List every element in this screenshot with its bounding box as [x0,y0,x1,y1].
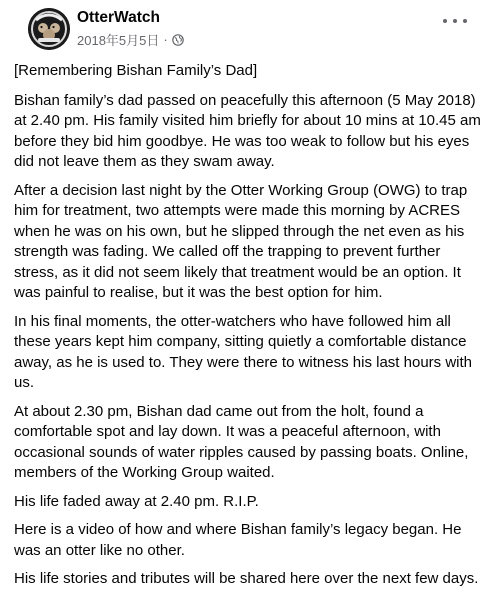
post-paragraph: His life faded away at 2.40 pm. R.I.P. [14,492,259,510]
page-name-link[interactable]: OtterWatch [77,9,160,26]
dot-icon [463,19,467,23]
dot-icon [443,19,447,23]
dot-icon [453,19,457,23]
more-options-icon[interactable] [443,12,467,30]
post-header [14,0,483,58]
post-paragraph: His life stories and tributes will be shared here over the next few days. [14,570,479,587]
post-paragraph: Here is a video of how and where Bishan family’s legacy began. He was an otter like no other. [14,521,462,559]
post-paragraph: Bishan family’s dad passed on peacefully this afternoon (5 May 2018) at 2.40 pm. His family visited him briefly for about 10 mins at 10.45 am before they bid him goodbye. He was too weak to follow but his eyes did not leave them as they swam away. [14,91,481,170]
globe-icon [172,34,184,46]
post-title: [Remembering Bishan Family’s Dad] [14,62,258,79]
post-paragraph: In his final moments, the otter-watchers who have followed him all these years kept him company, sitting quietly a comfortable distance away, as he is used to. They were there to witness his last hours with us. [14,312,472,391]
post-meta [77,30,184,49]
post-paragraph: After a decision last night by the Otter Working Group (OWG) to trap him for treatment, two attempts were made this morning by ACRES when he was on his own, but he slipped through the net even as his strength was fading. We called off the trapping to prevent further stress, as it did not seem likely that treatment would be an option. It was painful to realise, but it was the best option for him. [14,181,468,301]
otter-logo-avatar[interactable] [28,8,70,50]
post-text [14,61,483,590]
meta-separator: · [163,32,168,47]
post-paragraph: At about 2.30 pm, Bishan dad came out from the holt, found a comfortable spot and lay down. It was a peaceful afternoon, with occasional sounds of water ripples caused by passing boats. Online, members of the Working Group waited. [14,402,469,481]
post-date[interactable]: 2018年5月5日 [77,33,160,48]
